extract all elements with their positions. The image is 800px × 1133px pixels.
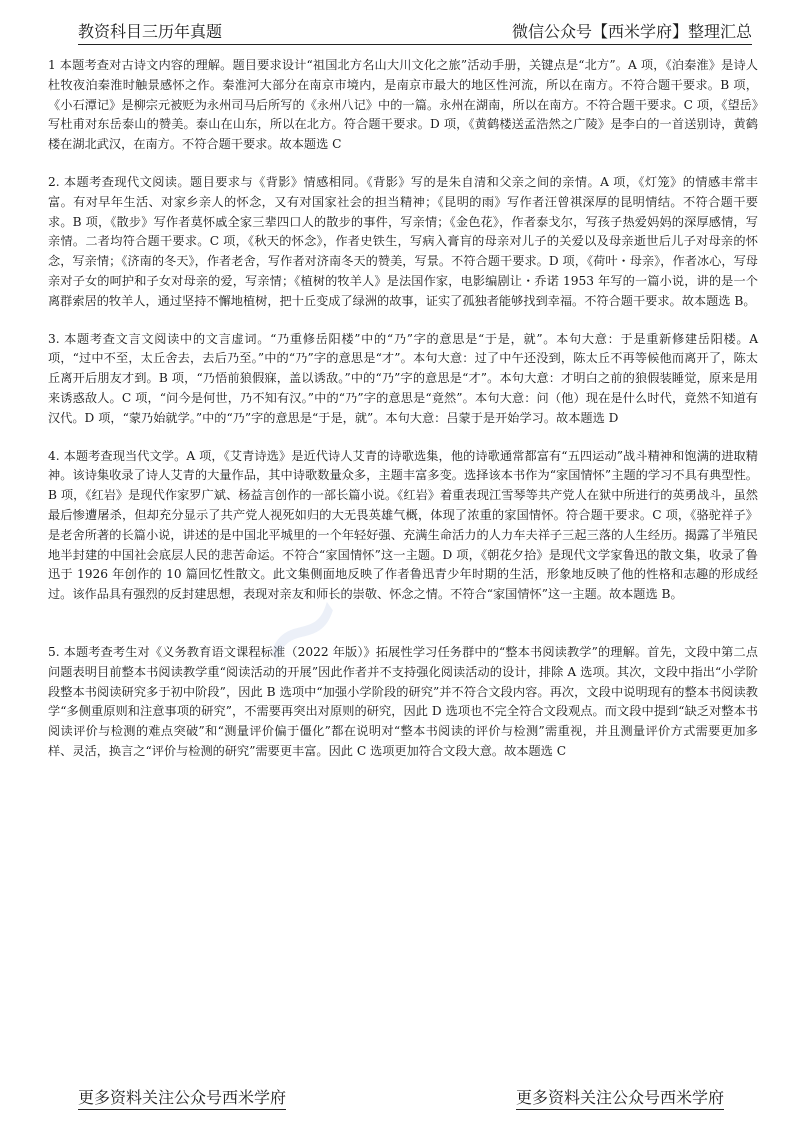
page-footer [78,1085,724,1110]
answer-paragraph-1: 1 本题考查对古诗文内容的理解。题目要求设计“祖国北方名山大川文化之旅”活动手册，关键点是“北方”。A 项，《泊秦淮》是诗人杜牧夜泊秦淮时触景感怀之作。秦淮河大部分在南京市境内，是南京市最大的地区性河流，所以在南方。不符合题干要求。B 项，《小石潭记》是柳宗元被贬为永州司马后所写的《永州八记》中的一篇。永州在湖南，所以在南方。不符合题干要求。C 项，《望岳》写杜甫对东岳泰山的赞美。泰山在山东，所以在北方。符合题干要求。D 项，《黄鹤楼送孟浩然之广陵》是李白的一首送别诗，黄鹤楼在湖北武汉，在南方。不符合题干要求。故本题选 C [48,58,758,152]
answer-content [48,56,758,762]
watermark-mark: ~ [219,543,382,716]
answer-paragraph-4: 4. 本题考查现当代文学。A 项，《艾青诗选》是近代诗人艾青的诗歌选集，他的诗歌通常都富有“五四运动”战斗精神和饱满的进取精神。该诗集收录了诗人艾青的大量作品，其中诗歌数量众多，主题丰富多变。选择该本书作为“家国情怀”主题的学习不具有典型性。B 项，《红岩》是现代作家罗广斌、杨益言创作的一部长篇小说。《红岩》着重表现江雪琴等共产党人在狱中所进行的英勇战斗，虽然最后惨遭屠杀，但却充分显示了共产党人视死如归的大无畏英雄气概，体现了浓重的家国情怀。符合题干要求。C 项，《骆驼祥子》是老舍所著的长篇小说，讲述的是中国北平城里的一个年轻好强、充满生命活力的人力车夫祥子三起三落的人生经历。揭露了半殖民地半封建的中国社会底层人民的悲苦命运。不符合“家国情怀”这一主题。D 项，《朝花夕拾》是现代文学家鲁迅的散文集，收录了鲁迅于 1926 年创作的 10 篇回忆性散文。此文集侧面地反映了作者鲁迅青少年时期的生活，形象地反映了他的性格和志趣的形成经过。该作品具有强烈的反封建思想，表现对亲友和师长的崇敬、怀念之情。不符合“家国情怀”这一主题。故本题选 B。 [48,448,758,602]
answer-paragraph-3: 3. 本题考查文言文阅读中的文言虚词。“乃重修岳阳楼”中的“乃”字的意思是“于是，就”。本句大意：于是重新修建岳阳楼。A 项，“过中不至，太丘舍去，去后乃至。”中的“乃”字的意思是“才”。本句大意：过了中午还没到，陈太丘不再等候他而离开了，陈太丘离开后朋友才到。B 项，“乃悟前狼假寐，盖以诱敌。”中的“乃”字的意思是“才”。本句大意：才明白之前的狼假装睡觉，原来是用来诱惑敌人。C 项，“问今是何世，乃不知有汉。”中的“乃”字的意思是“竟然”。本句大意：问（他）现在是什么时代，竟然不知道有汉代。D 项，“蒙乃始就学。”中的“乃”字的意思是“于是，就”。本句大意：吕蒙于是开始学习。故本题选 D [48,331,758,425]
header-left-title: 教资科目三历年真题 [78,22,223,41]
answer-paragraph-5: 5. 本题考查考生对《义务教育语文课程标准（2022 年版）》拓展性学习任务群中的“整本书阅读教学”的理解。首先，文段中第二点问题表明目前整本书阅读教学重“阅读活动的开展”因此作者并不支持强化阅读活动的设计，排除 A 选项。其次，文段中指出“小学阶段整本书阅读研究多于初中阶段”，因此 B 选项中“加强小学阶段的研究”并不符合文段内容。再次，文段中说明现有的整本书阅读教学“多侧重原则和注意事项的研究”，不需要再突出对原则的研究，因此 D 选项也不完全符合文段观点。而文段中提到“缺乏对整本书阅读评价与检测的难点突破”和“测量评价偏于僵化”都在说明对“整本书阅读的评价与检测”需重视，并且测量评价方式需要更加多样、灵活，换言之“评价与检测的研究”需要更丰富。因此 C 选项更加符合文段大意。故本题选 C [48,644,758,758]
page-header [78,20,752,45]
answer-paragraph-2: 2. 本题考查现代文阅读。题目要求与《背影》情感相同。《背影》写的是朱自清和父亲之间的亲情。A 项，《灯笼》的情感丰常丰富。有对早年生活、对家乡亲人的怀念，又有对国家社会的担当精神；《昆明的雨》写作者汪曾祺深厚的昆明情结。不符合题干要求。B 项，《散步》写作者莫怀戚全家三辈四口人的散步的事件，写亲情；《金色花》，作者泰戈尔，写孩子热爱妈妈的深厚感情，写亲情。二者均符合题干要求。C 项，《秋天的怀念》，作者史铁生，写病入膏肓的母亲对儿子的关爱以及母亲逝世后儿子对母亲的怀念，写亲情；《济南的冬天》，作者老舍，写作者对济南冬天的赞美，写景。不符合题干要求。D 项，《荷叶・母亲》，作者冰心，写母亲对子女的呵护和子女对母亲的爱，写亲情；《植树的牧羊人》是法国作家，电影编剧让・乔诺 1953 年写的一篇小说，讲的是一个离群索居的牧羊人，通过坚持不懈地植树，把十丘变成了绿洲的故事，证实了孤独者能够找到幸福。不符合题干要求。故本题选 B。 [48,174,758,308]
footer-right-text: 更多资料关注公众号西米学府 [516,1085,724,1110]
footer-left-text: 更多资料关注公众号西米学府 [78,1085,286,1110]
header-right-title: 微信公众号【西米学府】整理汇总 [511,22,752,41]
